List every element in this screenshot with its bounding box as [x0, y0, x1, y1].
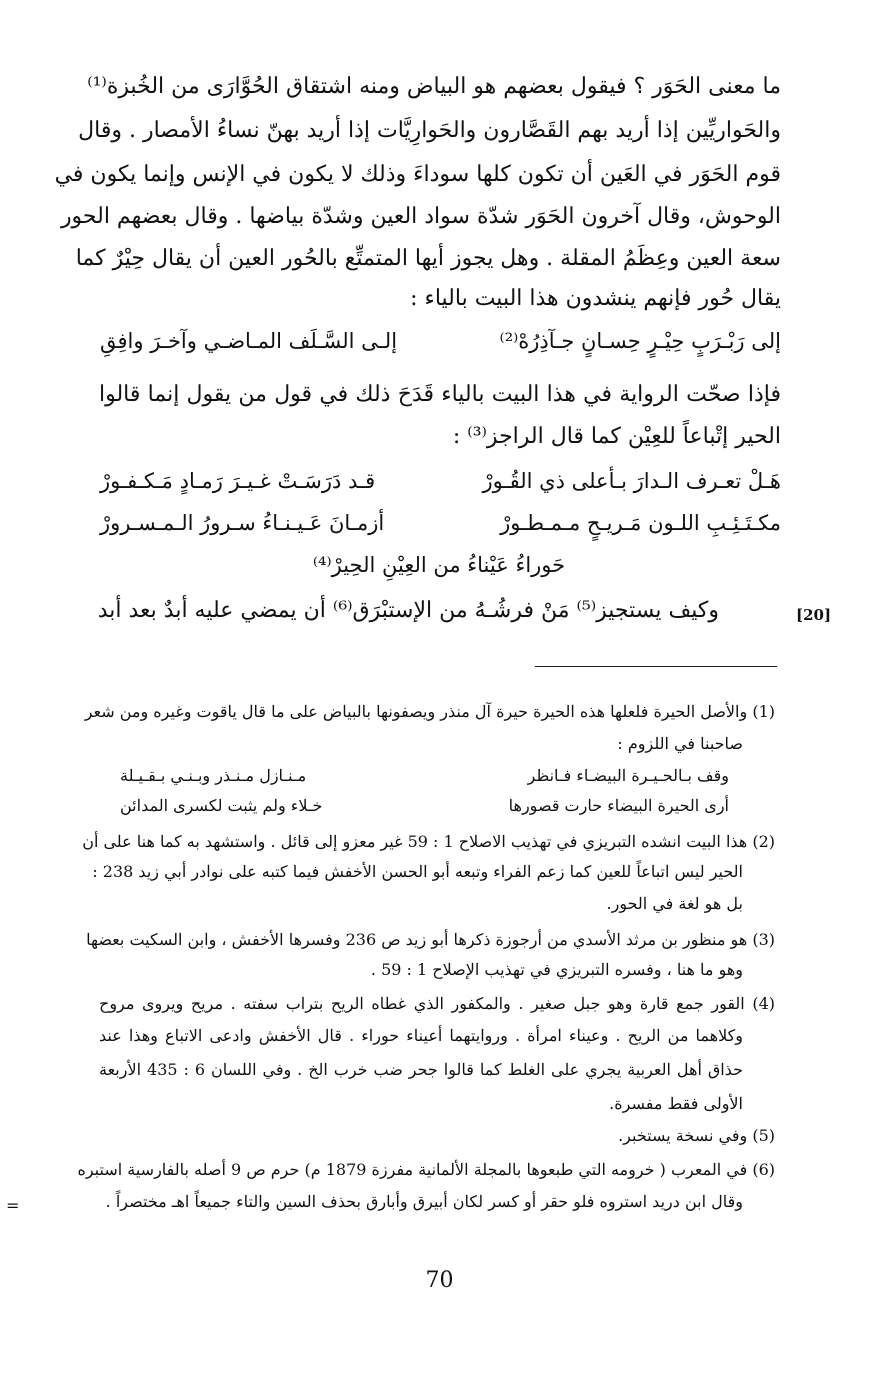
- footnote-1-line-1: (1) والأصل الحيرة فلعلها هذه الحيرة حيرة آل منذر ويصفونها بالبياض على ما قال ياقوت وغيره ومن شعر: [84, 702, 775, 721]
- footnote-1-verse-1-right: وقف بـالحـيـرة البيضـاء فـانظر: [527, 766, 729, 785]
- verse-3-left-hemistich: أزمـانَ عَـيـنـاءُ سـرورُ الـمـسـرورْ: [100, 511, 385, 535]
- footnote-1-line-2: صاحبنا في اللزوم :: [617, 734, 743, 753]
- footnote-6-line-1: (6) في المعرب ( خرومه التي طبعوها بالمجلة الألمانية مفرزة 1879 م) حرم ص 9 أصله بالفارسية استبره: [77, 1160, 775, 1179]
- verse-1-right-hemistich: إلى رَبْـرَبٍ حِيْـرٍ حِسـانٍ جـآذِرُهْ⁽²⁾: [499, 329, 781, 353]
- footnote-1-verse-2-right: أرى الحيرة البيضاء حارت قصورها: [508, 796, 729, 815]
- body-line-3: قوم الحَوَر في العَين أن تكون كلها سوداءَ وذلك لا يكون في الإنس وإنما يكون في: [54, 162, 781, 187]
- body-line-2: والحَواريِّين إذا أريد بهم القَصَّارون والحَوارِيَّات إذا أريد بهنّ نساءُ الأمصار . وقال: [78, 118, 781, 143]
- footnote-3-line-2: وهو ما هنا ، وفسره التبريزي في تهذيب الإصلاح 1 : 59 .: [370, 960, 743, 979]
- verse-2-right-hemistich: هَـلْ تعـرف الـدارَ بـأعلى ذي القُـورْ: [482, 469, 781, 493]
- footnote-5-line-1: (5) وفي نسخة يستخبر.: [618, 1126, 775, 1145]
- footnote-6-line-2: وقال ابن دريد استروه فلو حقر أو كسر لكان أبيرق وأبارق بحذف السين والتاء جميعاً اهـ مختصراً .: [105, 1192, 743, 1211]
- verse-1-left-hemistich: إلـى السَّـلَف المـاضـي وآخـرَ وافِقِ: [100, 329, 398, 353]
- body-line-9: وكيف يستجيز⁽⁵⁾ مَنْ فرشُـهُ من الإستبْرَق⁽⁶⁾ أن يمضي عليه أبدٌ بعد أبد: [97, 598, 719, 623]
- footnote-2-line-2: الحير ليس اتباعاً للعين كما زعم الفراء وتبعه أبو الحسن الأخفش فيما كتبه على نوادر أبي زيد 238 :: [92, 862, 743, 881]
- verse-2-left-hemistich: قـد دَرَسَـتْ غـيـرَ رَمـادٍ مَـكـفـورْ: [100, 469, 376, 493]
- continuation-mark: =: [6, 1196, 20, 1215]
- footnote-3-line-1: (3) هو منظور بن مرثد الأسدي من أرجوزة ذكرها أبو زيد ص 236 وفسرها الأخفش ، وابن السكيت بعضها: [86, 930, 775, 949]
- body-line-1: ما معنى الحَوَر ؟ فيقول بعضهم هو البياض ومنه اشتقاق الحُوَّارَى من الخُبزة⁽¹⁾: [87, 74, 781, 99]
- body-line-5: سعة العين وعِظَمُ المقلة . وهل يجوز أيها المتمتِّع بالحُور العين أن يقال حِيْرٌ كما: [75, 246, 781, 271]
- footnote-2-line-3: بل هو لغة في الحور.: [606, 894, 743, 913]
- footnote-4-line-3: حذاق أهل العربية يجري على الغلط كما قالوا جحر ضب خرب الخ . وفي اللسان 6 : 435 الأربعة: [99, 1060, 744, 1079]
- body-line-4: الوحوش، وقال آخرون الحَوَر شدّة سواد العين وشدّة بياضها . وقال بعضهم الحور: [60, 204, 781, 229]
- footnote-4-line-4: الأولى فقط مفسرة.: [609, 1094, 743, 1113]
- margin-page-marker: [20]: [796, 606, 832, 624]
- verse-centered-line: حَوراءُ عَيْناءُ من العِيْنِ الحِيرْ⁽⁴⁾: [312, 553, 566, 577]
- footnote-1-verse-2-left: خـلاء ولم يثبت لكسرى المدائن: [120, 796, 323, 815]
- body-line-7: فإذا صحّت الرواية في هذا البيت بالياء قَدَحَ ذلك في قول من يقول إنما قالوا: [99, 382, 781, 407]
- page-number: 70: [425, 1268, 454, 1293]
- body-line-8: الحير إتْباعاً للعِيْن كما قال الراجز⁽³⁾ :: [452, 424, 781, 449]
- footnote-4-line-1: (4) القور جمع قارة وهو جبل صغير . والمكفور الذي غطاه الريح بتراب سفته . مريح ويروى مروح: [99, 994, 775, 1013]
- footnote-2-line-1: (2) هذا البيت انشده التبريزي في تهذيب الاصلاح 1 : 59 غير معزو إلى قائل . واستشهد به كما هنا على أن: [82, 832, 775, 851]
- verse-3-right-hemistich: مكـتَـئِـبِ اللـون مَـريـحٍ مـمـطـورْ: [500, 511, 781, 535]
- footnote-1-verse-1-left: مـنـازل مـنـذر وبـنـي بـقـيـلة: [120, 766, 307, 785]
- footnote-4-line-2: وكلاهما من الريح . وعيناء امرأة . وروايتهما أعيناء حوراء . قال الأخفش وادعى الاتباع وهذا عند: [99, 1026, 743, 1045]
- footnote-separator: [535, 666, 777, 667]
- body-line-6: يقال حُور فإنهم ينشدون هذا البيت بالياء :: [410, 286, 781, 311]
